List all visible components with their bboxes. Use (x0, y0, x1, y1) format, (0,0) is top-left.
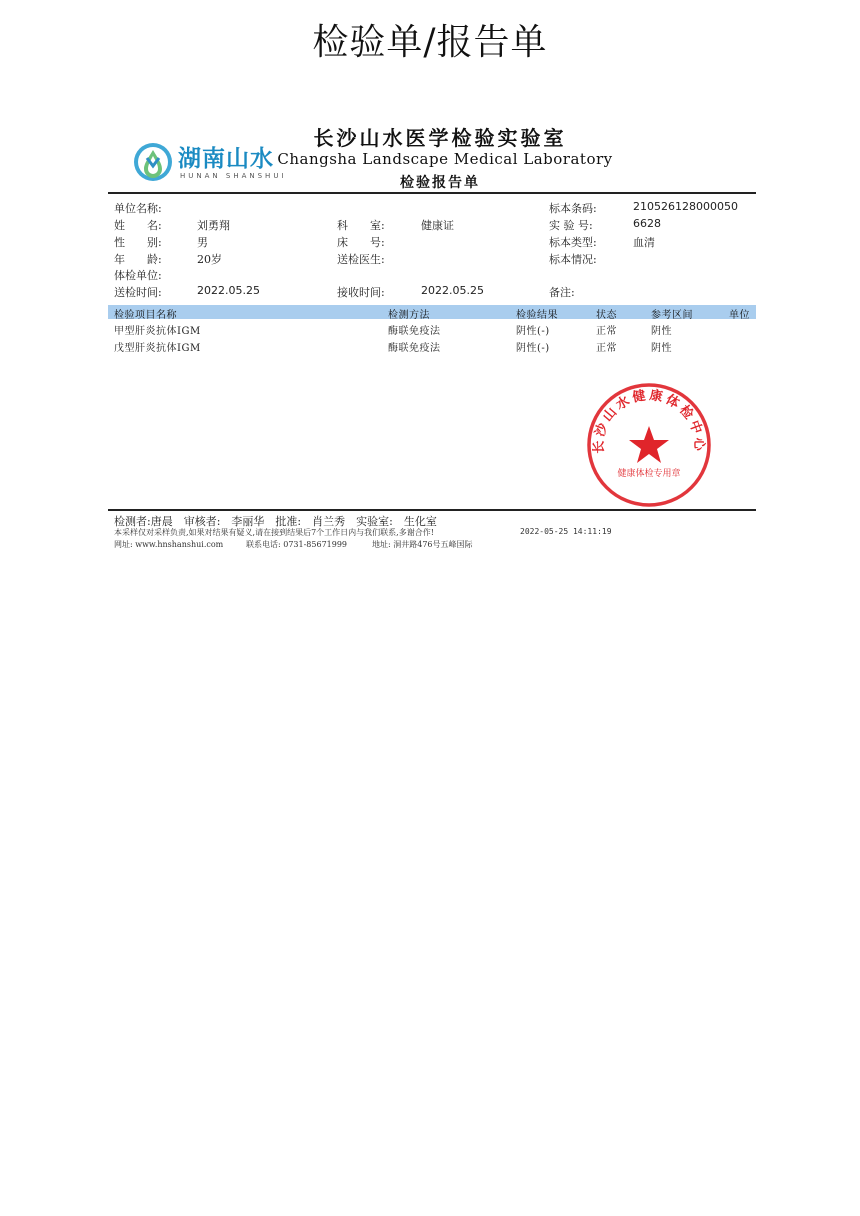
gender-value: 男 (197, 236, 208, 249)
svg-text:长沙山水健康体检中心: 长沙山水健康体检中心 (591, 388, 707, 454)
gender-label: 性 别: (114, 236, 162, 249)
row-result: 阴性(-) (516, 326, 550, 337)
lab-name-cn: 长沙山水医学检验实验室 (313, 126, 567, 150)
doctor-label: 送检医生: (337, 253, 385, 266)
unit-label: 单位名称: (114, 202, 162, 215)
phone: 联系电话: 0731-85671999 (246, 540, 348, 549)
lab-no-label: 实 验 号: (549, 219, 593, 232)
report-timestamp: 2022-05-25 14:11:19 (520, 527, 612, 536)
water-drop-logo-icon (133, 138, 173, 184)
logo-text: 湖南山水 (178, 146, 274, 172)
row-reference: 阴性 (651, 326, 672, 337)
bed-label: 床 号: (337, 236, 385, 249)
row-status: 正常 (596, 326, 617, 337)
page-title: 检验单/报告单 (312, 22, 548, 63)
barcode-label: 标本条码: (549, 202, 597, 215)
specimen-status-label: 标本情况: (549, 253, 597, 266)
row-item: 甲型肝炎抗体IGM (114, 326, 201, 337)
logo-subtext: HUNAN SHANSHUI (180, 172, 287, 180)
specimen-type-label: 标本类型: (549, 236, 597, 249)
col-header-result: 检验结果 (516, 310, 558, 321)
receive-time-label: 接收时间: (337, 286, 385, 299)
dept-value: 健康证 (421, 219, 454, 232)
official-seal-stamp (585, 381, 713, 509)
receive-time-value: 2022.05.25 (421, 284, 484, 297)
lab-name-en: Changsha Landscape Medical Laboratory (277, 150, 613, 168)
name-value: 刘勇翔 (197, 219, 230, 232)
exam-unit-label: 体检单位: (114, 269, 162, 282)
row-item: 戊型肝炎抗体IGM (114, 343, 201, 354)
footer-divider (108, 509, 756, 511)
col-header-reference: 参考区间 (651, 310, 693, 321)
name-label: 姓 名: (114, 219, 162, 232)
header-divider (108, 192, 756, 194)
dept-label: 科 室: (337, 219, 385, 232)
col-header-item: 检验项目名称 (114, 310, 177, 321)
col-header-status: 状态 (596, 310, 617, 321)
send-time-label: 送检时间: (114, 286, 162, 299)
seal-bottom-text: 健康体检专用章 (617, 469, 681, 479)
row-result: 阴性(-) (516, 343, 550, 354)
age-value: 20岁 (197, 253, 222, 266)
lab-no-value: 6628 (633, 217, 661, 230)
age-label: 年 龄: (114, 253, 162, 266)
disclaimer: 本采样仅对采样负责,如果对结果有疑义,请在接到结果后7个工作日内与我们联系,多谢合作! (114, 528, 434, 537)
col-header-method: 检测方法 (388, 310, 430, 321)
report-title: 检验报告单 (400, 175, 480, 191)
signatures: 检测者:唐晨 审核者: 李丽华 批准: 肖兰秀 实验室: 生化室 (114, 515, 437, 528)
table-row (108, 322, 756, 336)
specimen-type-value: 血清 (633, 236, 655, 249)
address: 地址: 洞井路476号五峰国际 (372, 540, 473, 549)
row-method: 酶联免疫法 (388, 326, 441, 337)
table-row (108, 339, 756, 353)
remark-label: 备注: (549, 286, 575, 299)
row-reference: 阴性 (651, 343, 672, 354)
send-time-value: 2022.05.25 (197, 284, 260, 297)
row-method: 酶联免疫法 (388, 343, 441, 354)
row-status: 正常 (596, 343, 617, 354)
website: 网址: www.hnshanshui.com (114, 540, 224, 549)
col-header-unit: 单位 (729, 310, 750, 321)
barcode-value: 210526128000050 (633, 200, 738, 213)
